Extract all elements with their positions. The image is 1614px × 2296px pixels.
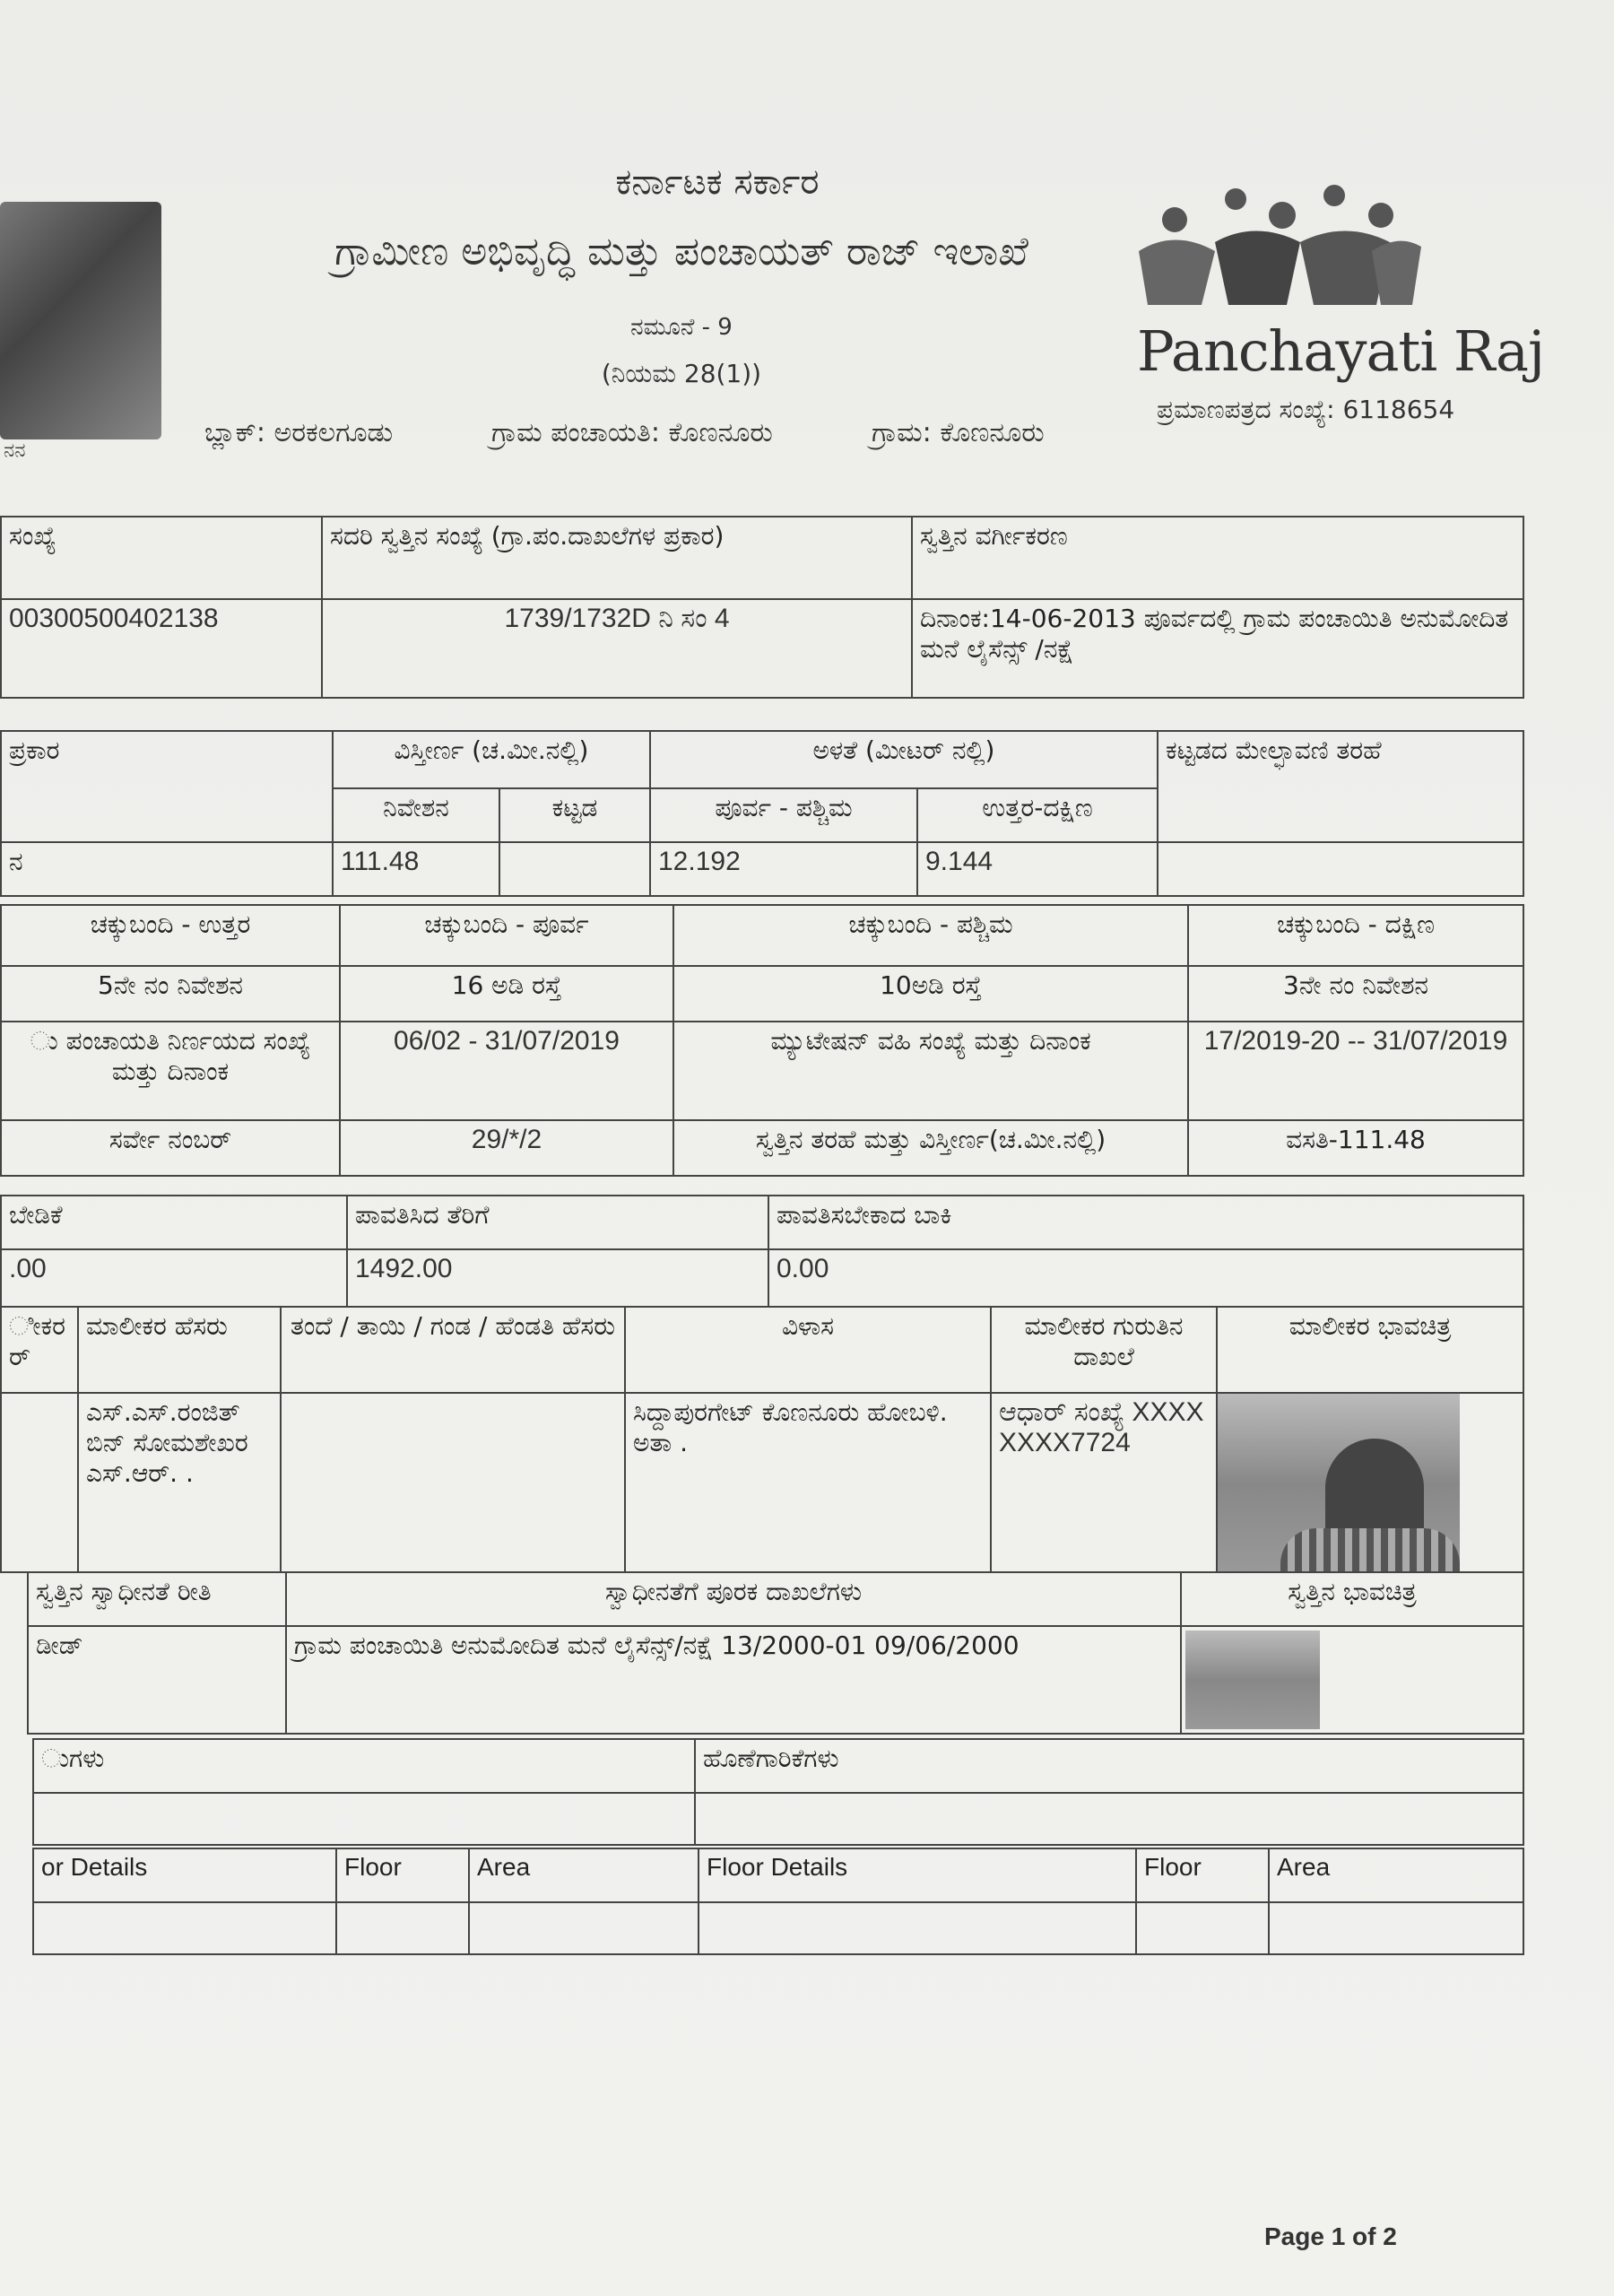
owner-name-value: ಎಸ್.ಎಸ್.ರಂಜಿತ್ ಬಿನ್ ಸೋಮಶೇಖರ ಎಸ್.ಆರ್. . (78, 1393, 281, 1572)
label-floor-1: Floor (336, 1848, 469, 1902)
label-area: ವಿಸ್ತೀರ್ಣ (ಚ.ಮೀ.ನಲ್ಲಿ) (333, 731, 650, 788)
label-owner-photo: ಮಾಲೀಕರ ಭಾವಚಿತ್ರ (1217, 1307, 1523, 1393)
balance-value: 0.00 (768, 1249, 1523, 1307)
floor-details-table (32, 1848, 1524, 1955)
label-north-south: ಉತ್ತರ-ದಕ್ಷಿಣ (917, 788, 1158, 842)
label-boundary-north: ಚಕ್ಕುಬಂದಿ - ಉತ್ತರ (1, 905, 340, 966)
rights-value (33, 1793, 695, 1845)
resolution-value: 06/02 - 31/07/2019 (340, 1022, 673, 1120)
label-liabilities: ಹೊಣೆಗಾರಿಕೆಗಳು (695, 1739, 1523, 1793)
label-resolution: ು ಪಂಚಾಯತಿ ನಿರ್ಣಯದ ಸಂಖ್ಯೆ ಮತ್ತು ದಿನಾಂಕ (1, 1022, 340, 1120)
label-ownership-mode: ಸ್ವತ್ತಿನ ಸ್ವಾಧೀನತೆ ರೀತಿ (28, 1572, 286, 1626)
label-serial: ಸಂಖ್ಯೆ (1, 517, 322, 599)
label-roof-type: ಕಟ್ಟಡದ ಮೇಲ್ಛಾವಣಿ ತರಹೆ (1158, 731, 1523, 842)
building-area-value (499, 842, 650, 896)
label-parent-name: ತಂದೆ / ತಾಯಿ / ಗಂಡ / ಹೆಂಡತಿ ಹೆಸರು (281, 1307, 625, 1393)
government-title: ಕರ್ನಾಟಕ ಸರ್ಕಾರ (615, 161, 820, 203)
state-emblem-icon (0, 202, 161, 439)
ownership-docs-value: ಗ್ರಾಮ ಪಂಚಾಯಿತಿ ಅನುಮೋದಿತ ಮನೆ ಲೈಸೆನ್ಸ್/ನಕ್ಷೆ 13/2000-01 09/06/2000 (286, 1626, 1181, 1734)
owner-photo (1218, 1394, 1460, 1573)
area-1-value (469, 1902, 699, 1954)
ownership-mode-value: ಡೀಡ್ (28, 1626, 286, 1734)
logo-text: Panchayati Raj (1137, 318, 1545, 384)
type-value: ನ (1, 842, 333, 896)
tax-table (0, 1195, 1524, 1308)
floor-1-value (336, 1902, 469, 1954)
label-building: ಕಟ್ಟಡ (499, 788, 650, 842)
boundary-north-value: 5ನೇ ನಂ ನಿವೇಶನ (1, 966, 340, 1022)
block-name: ಬ್ಲಾಕ್: ಅರಕಲಗೂಡು (204, 417, 394, 448)
label-property-photo: ಸ್ವತ್ತಿನ ಭಾವಚಿತ್ರ (1181, 1572, 1523, 1626)
survey-number-value: 29/*/2 (340, 1120, 673, 1176)
label-boundary-west: ಚಕ್ಕುಬಂದಿ - ಪಶ್ಚಿಮ (673, 905, 1188, 966)
ownership-table (27, 1571, 1524, 1735)
tax-paid-value: 1492.00 (347, 1249, 768, 1307)
label-floor-details-2: Floor Details (699, 1848, 1136, 1902)
label-mutation: ಮ್ಯುಟೇಷನ್ ವಹಿ ಸಂಖ್ಯೆ ಮತ್ತು ದಿನಾಂಕ (673, 1022, 1188, 1120)
liabilities-value (695, 1793, 1523, 1845)
boundary-west-value: 10ಅಡಿ ರಸ್ತೆ (673, 966, 1188, 1022)
label-survey-number: ಸರ್ವೇ ನಂಬರ್ (1, 1120, 340, 1176)
label-ownership-docs: ಸ್ವಾಧೀನತೆಗೆ ಪೂರಕ ದಾಖಲೆಗಳು (286, 1572, 1181, 1626)
east-west-value: 12.192 (650, 842, 917, 896)
boundary-east-value: 16 ಅಡಿ ರಸ್ತೆ (340, 966, 673, 1022)
floor-details-2-value (699, 1902, 1136, 1954)
label-floor-details-1: or Details (33, 1848, 336, 1902)
label-area-1: Area (469, 1848, 699, 1902)
property-photo (1185, 1631, 1320, 1729)
gram-panchayat-name: ಗ್ರಾಮ ಪಂಚಾಯತಿ: ಕೊಣನೂರು (491, 417, 773, 448)
owner-table (0, 1306, 1524, 1573)
owner-id-value: ಆಧಾರ್ ಸಂಖ್ಯೆ XXXXXXXX7724 (991, 1393, 1217, 1572)
owner-photo-shirt (1280, 1528, 1460, 1573)
boundaries-table (0, 904, 1524, 1177)
label-tax-paid: ಪಾವತಿಸಿದ ತೆರಿಗೆ (347, 1196, 768, 1249)
floor-details-1-value (33, 1902, 336, 1954)
label-boundary-east: ಚಕ್ಕುಬಂದಿ - ಪೂರ್ವ (340, 905, 673, 966)
property-number-value: 1739/1732D ನಿ ಸಂ 4 (322, 599, 912, 698)
address-value: ಸಿದ್ದಾಪುರಗೇಟ್ ಕೊಣನೂರು ಹೋಬಳಿ. ಅತಾ . (625, 1393, 991, 1572)
label-property-number: ಸದರಿ ಸ್ವತ್ತಿನ ಸಂಖ್ಯೆ (ಗ್ರಾ.ಪಂ.ದಾಖಲೆಗಳ ಪ್ರಕಾರ) (322, 517, 912, 599)
label-site: ನಿವೇಶನ (333, 788, 499, 842)
label-owner-id: ಮಾಲೀಕರ ಗುರುತಿನ ದಾಖಲೆ (991, 1307, 1217, 1393)
demand-value: .00 (1, 1249, 347, 1307)
label-property-kind: ಸ್ವತ್ತಿನ ತರಹೆ ಮತ್ತು ವಿಸ್ತೀರ್ಣ(ಚ.ಮೀ.ನಲ್ಲಿ) (673, 1120, 1188, 1176)
parent-name-value (281, 1393, 625, 1572)
label-measurement: ಅಳತೆ (ಮೀಟರ್ ನಲ್ಲಿ) (650, 731, 1158, 788)
label-boundary-south: ಚಕ್ಕುಬಂದಿ - ದಕ್ಷಿಣ (1188, 905, 1523, 966)
label-classification: ಸ್ವತ್ತಿನ ವರ್ಗೀಕರಣ (912, 517, 1523, 599)
site-area-value: 111.48 (333, 842, 499, 896)
floor-2-value (1136, 1902, 1269, 1954)
label-address: ವಿಳಾಸ (625, 1307, 991, 1393)
label-east-west: ಪೂರ್ವ - ಪಶ್ಚಿಮ (650, 788, 917, 842)
roof-type-value (1158, 842, 1523, 896)
property-photo-cell (1181, 1626, 1523, 1734)
serial-number-value: 00300500402138 (1, 599, 322, 698)
property-kind-value: ವಸತಿ-111.48 (1188, 1120, 1523, 1176)
area-2-value (1269, 1902, 1523, 1954)
owner-photo-cell (1217, 1393, 1523, 1572)
label-demand: ಬೇಡಿಕೆ (1, 1196, 347, 1249)
label-type: ಪ್ರಕಾರ (1, 731, 333, 842)
label-floor-2: Floor (1136, 1848, 1269, 1902)
owner-number-value (1, 1393, 78, 1572)
classification-value: ದಿನಾಂಕ:14-06-2013 ಪೂರ್ವದಲ್ಲಿ ಗ್ರಾಮ ಪಂಚಾಯಿತಿ ಅನುಮೋದಿತ ಮನೆ ಲೈಸೆನ್ಸ್ /ನಕ್ಷೆ (912, 599, 1523, 698)
label-owner-name: ಮಾಲೀಕರ ಹೆಸರು (78, 1307, 281, 1393)
property-number-table (0, 516, 1524, 699)
label-rights: ುಗಳು (33, 1739, 695, 1793)
label-owner-number: ೀಕರ ರ್ (1, 1307, 78, 1393)
rights-liabilities-table (32, 1738, 1524, 1846)
boundary-south-value: 3ನೇ ನಂ ನಿವೇಶನ (1188, 966, 1523, 1022)
department-title: ಗ್ರಾಮೀಣ ಅಭಿವೃದ್ಧಿ ಮತ್ತು ಪಂಚಾಯತ್ ರಾಜ್ ಇಲಾಖೆ (334, 229, 1028, 274)
rule-number: (ನಿಯಮ 28(1)) (601, 359, 762, 388)
page-number: Page 1 of 2 (1264, 2222, 1397, 2250)
certificate-number: ಪ್ರಮಾಣಪತ್ರದ ಸಂಖ್ಯೆ: 6118654 (1157, 395, 1455, 424)
village-name: ಗ್ರಾಮ: ಕೊಣನೂರು (872, 417, 1045, 448)
north-south-value: 9.144 (917, 842, 1158, 896)
form-number: ನಮೂನೆ - 9 (630, 314, 733, 341)
emblem-label: ನನ (4, 439, 26, 462)
panchayati-raj-logo-icon (1130, 179, 1426, 314)
label-area-2: Area (1269, 1848, 1523, 1902)
label-balance: ಪಾವತಿಸಬೇಕಾದ ಬಾಕಿ (768, 1196, 1523, 1249)
mutation-value: 17/2019-20 -- 31/07/2019 (1188, 1022, 1523, 1120)
measurements-table (0, 730, 1524, 897)
